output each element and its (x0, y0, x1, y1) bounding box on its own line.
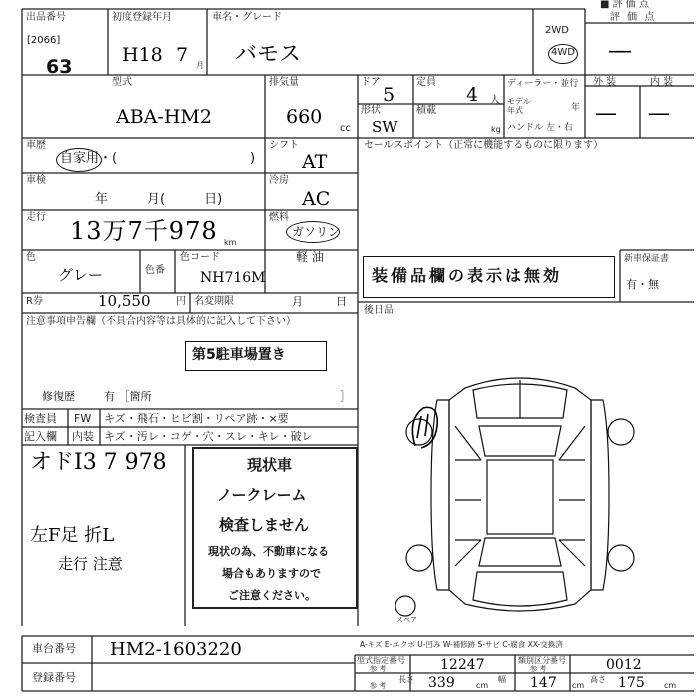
recycle-label: R券 (26, 296, 43, 307)
history-circle-mark (56, 148, 102, 172)
spare-label: スペア (396, 616, 417, 624)
height-unit: cm (664, 681, 677, 690)
first-reg-label: 初度登録年月 (112, 12, 172, 23)
stamp-line-6: ご注意ください。 (228, 589, 316, 602)
drive-4wd: 4WD (551, 47, 575, 58)
mileage-value: 13万7千978 (70, 217, 218, 245)
length-value: 339 (428, 675, 455, 691)
reg-label: 登録番号 (32, 671, 76, 684)
car-name: バモス (235, 42, 302, 67)
exterior-value: — (595, 101, 617, 126)
int-label: 内装 (72, 430, 94, 443)
yen-unit: 円 (176, 296, 186, 307)
type-spec-ref: 参 考 (370, 665, 387, 673)
height-label: 高さ (590, 675, 606, 684)
person-unit: 人 (490, 95, 500, 106)
dims-ref: 参 考 (370, 682, 387, 690)
interior-label: 内 装 (650, 77, 674, 88)
damage-legend: A-キズ E-エクボ U-凹み W-補修跡 S-サビ C-腐食 XX-交換済 (360, 640, 563, 649)
repair-value: 有 ［箇所 (104, 390, 152, 403)
history-label: 車歴 (26, 140, 46, 151)
category-ref: 参 考 (530, 665, 547, 673)
type-spec-value: 12247 (440, 657, 485, 673)
sales-label: セールスポイント（正常に機能するものに限ります） (364, 140, 604, 151)
inspector-label-2: 記入欄 (24, 430, 57, 443)
width-value: 147 (530, 675, 557, 691)
inspection-value: 年 月( 日) (95, 192, 223, 207)
recycle-fee: 10,550 (98, 292, 151, 310)
mileage-label: 走行 (26, 212, 46, 223)
color-value: グレー (58, 266, 104, 284)
first-reg-month: 7 (176, 44, 189, 66)
stamp-line-2: ノークレーム (217, 486, 307, 504)
history-close: ) (250, 151, 256, 166)
ac-value: AC (302, 188, 331, 210)
first-reg-year: H18 (122, 44, 163, 66)
car-damage-diagram (395, 360, 655, 630)
parking-text: 第5駐車場置き (192, 347, 286, 363)
doors-label: ドア (361, 77, 381, 88)
body-label: 形状 (361, 105, 381, 116)
length-label: 長さ (398, 675, 414, 684)
stamp-line-3: 検査しません (219, 516, 310, 534)
interior-value: — (648, 101, 670, 126)
int-items: キズ・汚レ・コゲ・穴・スレ・キレ・破レ (104, 430, 313, 443)
fuel-gas: ガソリン (292, 225, 341, 239)
length-unit: cm (476, 681, 489, 690)
color-code-value: NH716M (200, 270, 266, 286)
km-unit: km (224, 238, 237, 247)
capacity-label: 定員 (416, 77, 436, 88)
model-year-label: モデル年式 (507, 97, 531, 115)
lot-number: 63 (46, 56, 73, 78)
handwritten-note-2: 走行 注意 (58, 555, 123, 573)
color-code-label: 色コード (180, 252, 220, 263)
category-label: 類別区分番号 (518, 656, 566, 665)
lot-label: 出品番号 (26, 12, 66, 23)
category-value: 0012 (606, 657, 642, 673)
warranty-label: 新車保証書 (624, 254, 670, 264)
model-value: ABA-HM2 (116, 106, 212, 128)
ac-label: 冷房 (269, 175, 289, 186)
exterior-label: 外 装 (593, 77, 617, 88)
fw-items: キズ・飛石・ヒビ割・リペア跡・×要 (104, 412, 289, 425)
inspector-label-1: 検査員 (24, 412, 57, 425)
body-value: SW (372, 118, 398, 136)
displacement-value: 660 (286, 106, 323, 128)
displacement-label: 排気量 (269, 77, 299, 88)
fuel-circle-mark (286, 221, 340, 243)
stamp-line-4: 現状の為、不動車になる (208, 545, 329, 558)
year-unit: 年 (571, 103, 581, 113)
fuel-label: 燃料 (269, 212, 289, 223)
cc-unit: cc (340, 123, 351, 134)
stamp-line-1: 現状車 (247, 456, 293, 474)
stamp-line-5: 場合もありますので (222, 567, 321, 580)
warranty-value: 有・無 (626, 278, 659, 291)
notice-text: 装備品欄の表示は無効 (372, 266, 563, 285)
name-grade-label: 車名・グレード (212, 12, 282, 23)
dealer-label: ディーラー・並行 (507, 79, 579, 89)
height-value: 175 (618, 675, 645, 691)
inspection-label: 車検 (26, 175, 46, 186)
load-label: 積載 (416, 105, 436, 116)
handle-label: ハンドル 左・右 (507, 123, 573, 133)
expiry-label: 名変期限 (194, 296, 234, 307)
repair-label: 修復歴 (42, 390, 75, 403)
shift-value: AT (302, 151, 328, 173)
caution-label: 注意事項申告欄（不具合内容等は具体的に記入して下さい） (26, 316, 296, 327)
score-value: — (608, 36, 632, 64)
expiry-value: 月 日 (292, 295, 347, 308)
later-label: 後日品 (364, 305, 394, 316)
shift-label: シフト (269, 140, 299, 151)
width-label: 幅 (498, 675, 506, 684)
history-value: 自家用・( (60, 151, 118, 166)
color-no-label: 色番 (145, 265, 165, 276)
drive-2wd: 2WD (545, 25, 569, 36)
handwritten-note-1: 左F足 折L (30, 525, 115, 546)
score-label: 評 価 点 (610, 12, 657, 23)
header-fragment: ■ 評 価 点 (600, 0, 649, 10)
capacity-value: 4 (466, 84, 479, 106)
fw-label: FW (74, 412, 92, 425)
type-spec-label: 型式指定番号 (357, 656, 405, 665)
kg-unit: kg (491, 125, 501, 134)
color-label: 色 (26, 252, 36, 263)
lot-code: [2066] (27, 35, 61, 46)
chassis-value: HM2-1603220 (110, 639, 242, 660)
repair-close: ］ (340, 390, 351, 403)
fuel-light-oil: 軽 油 (296, 250, 324, 264)
month-unit: 月 (196, 61, 204, 70)
model-label: 型式 (112, 77, 132, 88)
chassis-label: 車台番号 (32, 642, 76, 655)
handwritten-odometer: オドI3 7 978 (30, 450, 167, 475)
doors-value: 5 (383, 84, 396, 106)
width-unit: cm (572, 681, 585, 690)
